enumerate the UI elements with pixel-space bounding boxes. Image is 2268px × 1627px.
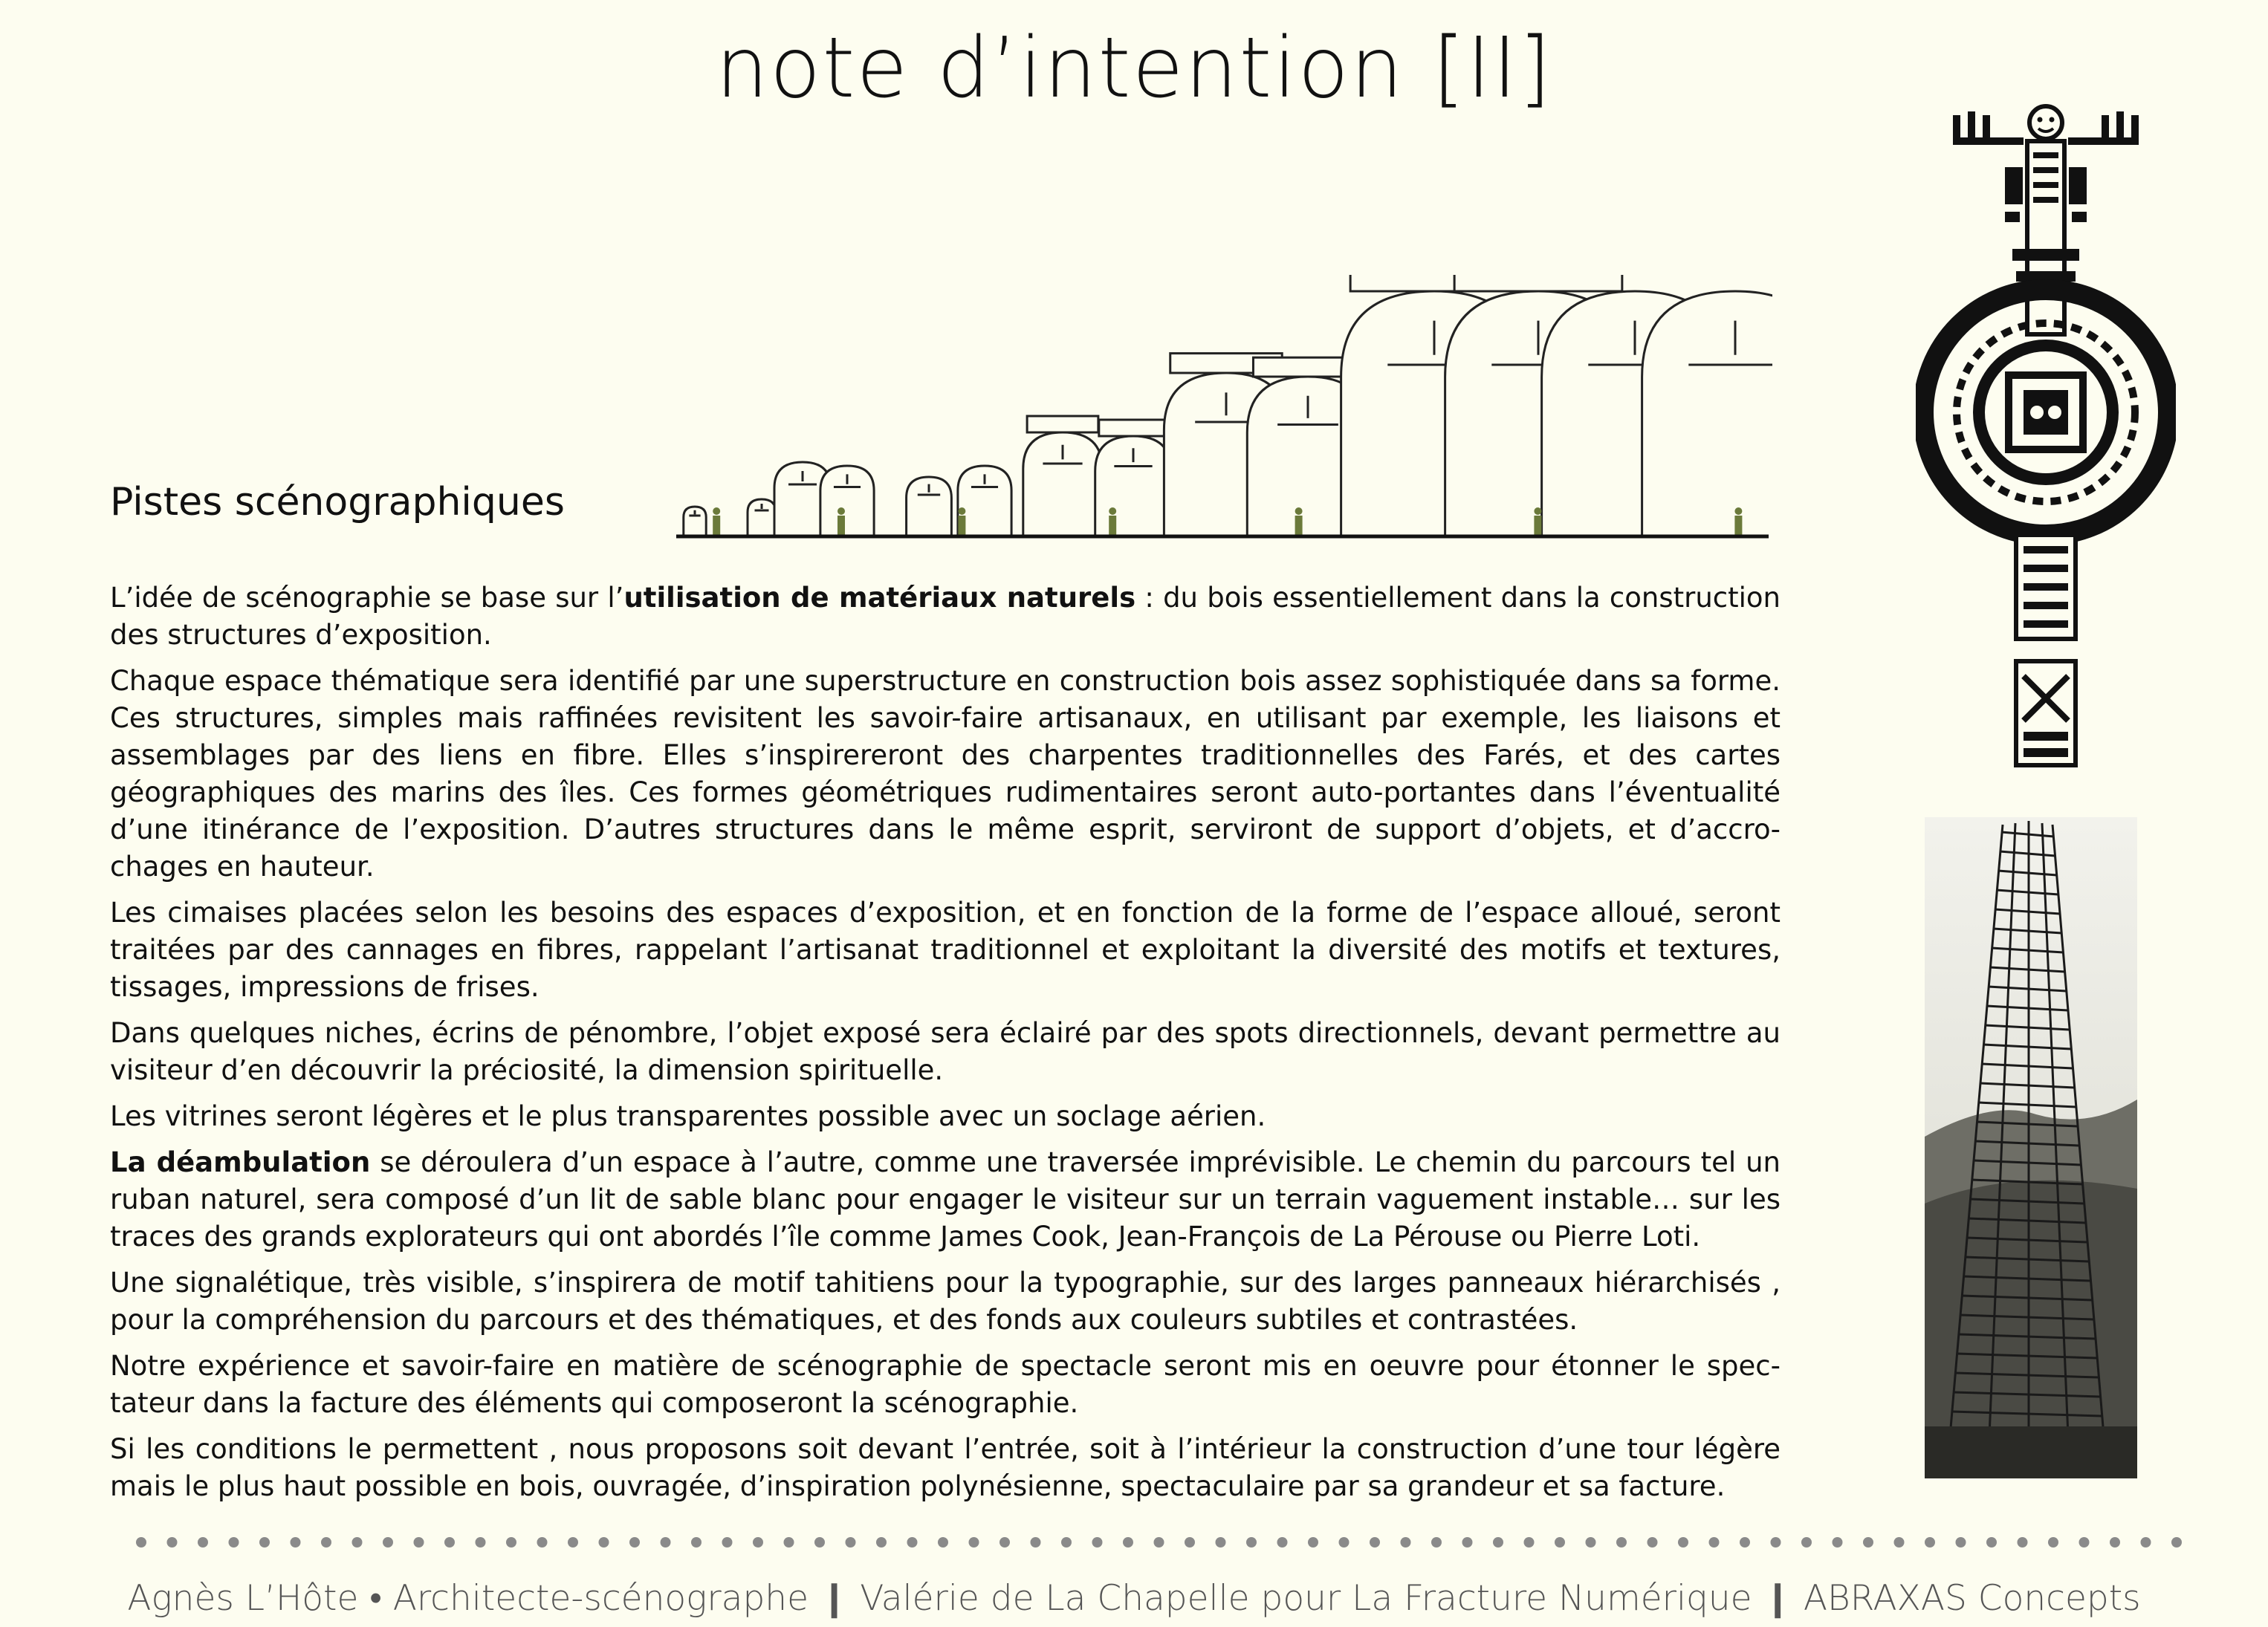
section-title: Pistes scénographiques bbox=[110, 480, 565, 525]
divider-dot bbox=[136, 1537, 146, 1548]
tower-scaffold-photo bbox=[1925, 817, 2137, 1478]
divider-dot bbox=[661, 1537, 671, 1548]
divider-dot bbox=[722, 1537, 733, 1548]
divider-dot bbox=[1925, 1537, 1935, 1548]
divider-dot bbox=[383, 1537, 393, 1548]
divider-dot bbox=[167, 1537, 178, 1548]
human-figure bbox=[958, 507, 965, 515]
moai-scale-illustration bbox=[673, 275, 1772, 542]
human-figure-body bbox=[1109, 516, 1116, 536]
divider-dot bbox=[1061, 1537, 1072, 1548]
divider-dot bbox=[1185, 1537, 1195, 1548]
human-figure bbox=[837, 507, 845, 515]
paragraph-7: Une signalétique, très visible, s’inspirera de motif tahitiens pour la typographie, sur des larges panneaux hiérarchisés , pour la compréhension du parcours et des thématiques, et des fonds aux couleurs subtiles et contrastées. bbox=[110, 1267, 1781, 1336]
divider-dot bbox=[1771, 1537, 1781, 1548]
human-figure-body bbox=[1295, 516, 1303, 536]
divider-dot bbox=[1154, 1537, 1164, 1548]
human-figure-body bbox=[837, 516, 845, 536]
human-figure bbox=[1109, 507, 1116, 515]
divider-dot bbox=[969, 1537, 979, 1548]
divider-dot bbox=[1647, 1537, 1658, 1548]
divider-dot bbox=[784, 1537, 794, 1548]
paragraph-1: L’idée de scénographie se base sur l’utilisation de matériaux naturels : du bois essentiellement dans la construction des structures d’exposition. bbox=[110, 582, 1781, 651]
divider-dot bbox=[537, 1537, 548, 1548]
human-figure-body bbox=[713, 516, 720, 536]
divider-dot bbox=[1246, 1537, 1257, 1548]
divider-dot bbox=[1863, 1537, 1873, 1548]
moai-statue bbox=[1642, 291, 1772, 536]
divider-dot bbox=[2171, 1537, 2182, 1548]
human-figure bbox=[1295, 507, 1303, 515]
divider-dot bbox=[599, 1537, 609, 1548]
divider-dot bbox=[1586, 1537, 1596, 1548]
divider-dot bbox=[2110, 1537, 2120, 1548]
paragraph-4: Dans quelques niches, écrins de pénombre, l’objet exposé sera éclairé par des spots directionnels, devant permettre au visiteur d’en découvrir la préciosité, la dimension spirituelle. bbox=[110, 1017, 1781, 1086]
divider-dot bbox=[753, 1537, 763, 1548]
divider-dot bbox=[2079, 1537, 2090, 1548]
divider-dot bbox=[1370, 1537, 1380, 1548]
human-figure-body bbox=[1534, 516, 1541, 536]
divider-dot bbox=[1740, 1537, 1750, 1548]
divider-dot bbox=[414, 1537, 424, 1548]
divider-dot bbox=[2048, 1537, 2058, 1548]
divider-dot bbox=[938, 1537, 948, 1548]
body-text bbox=[110, 579, 1781, 1514]
paragraph-3: Les cimaises placées selon les besoins des espaces d’exposition, et en fonction de la forme de l’espace alloué, seront traitées par des cannages en fibres, rappelant l’artisanat traditionnel et exploitant la diversité des motifs et textures, tissages, impressions de frises. bbox=[110, 897, 1781, 1003]
divider-dot bbox=[691, 1537, 702, 1548]
divider-dot bbox=[1216, 1537, 1226, 1548]
divider-dot bbox=[321, 1537, 331, 1548]
divider-dot bbox=[1709, 1537, 1720, 1548]
footer-credits: Agnès L’Hôte • Architecte-scénographe ❙ Valérie de La Chapelle pour La Fracture Numérique ❙ ABRAXAS Concepts bbox=[127, 1578, 2141, 1619]
paragraph-8: Notre expérience et savoir-faire en matière de scénographie de spectacle seront mis en oeuvre pour étonner le spectateur dans la facture des éléments qui composeront la scénographie. bbox=[110, 1350, 1781, 1419]
divider-dot bbox=[814, 1537, 825, 1548]
divider-dot bbox=[444, 1537, 455, 1548]
divider-dot bbox=[1616, 1537, 1627, 1548]
divider-dot bbox=[1092, 1537, 1103, 1548]
paragraph-6: La déambulation se déroulera d’un espace à l’autre, comme une traversée imprévisible. Le chemin du parcours tel un ruban naturel, sera composé d’un lit de sable blanc pour engager le visiteur sur un terrain vaguement instable… sur les traces des grands explorateurs qui ont abordés l’île comme James Cook, Jean-François de La Pérouse ou Pierre Loti. bbox=[110, 1146, 1781, 1253]
divider-dot bbox=[1894, 1537, 1905, 1548]
divider-dot bbox=[1493, 1537, 1503, 1548]
divider-dot bbox=[1431, 1537, 1442, 1548]
divider-dot bbox=[1524, 1537, 1535, 1548]
divider-dot bbox=[1678, 1537, 1688, 1548]
human-figure-body bbox=[958, 516, 965, 536]
divider-dot bbox=[1956, 1537, 1966, 1548]
moai-pukao bbox=[1454, 275, 1622, 291]
human-figure bbox=[1734, 507, 1742, 515]
human-figure-body bbox=[1734, 516, 1742, 536]
paragraph-9: Si les conditions le permettent , nous proposons soit devant l’entrée, soit à l’intérieur la construction d’une tour légère mais le plus haut possible en bois, ouvragée, d’inspiration polynésienne, spectaculaire par sa grandeur et sa facture. bbox=[110, 1433, 1781, 1502]
divider-dot bbox=[876, 1537, 887, 1548]
divider-dot bbox=[1401, 1537, 1411, 1548]
human-figure bbox=[1534, 507, 1541, 515]
dotted-divider bbox=[134, 1532, 2185, 1553]
divider-dot bbox=[1123, 1537, 1133, 1548]
divider-dot bbox=[629, 1537, 640, 1548]
divider-dot bbox=[999, 1537, 1010, 1548]
divider-dot bbox=[846, 1537, 856, 1548]
paragraph-2: Chaque espace thématique sera identifié par une superstructure en construction bois assez sophistiquée dans sa forme. Ces structures, simples mais raffinées revisitent les savoir-faire artisanaux, en utilisant par exemple, les liaisons et assemblages par des liens en fibre. Elles s’inspirereront des charpentes traditionnelles des Farés, et des cartes géographiques des marins des îles. Ces formes géométriques rudimentaires seront auto-portantes dans l’éventualité d’une itinérance de l’exposition. D’autres structures dans le même esprit, serviront de support d’objets, et d’accrochages en hauteur. bbox=[110, 665, 1781, 883]
divider-dot bbox=[506, 1537, 516, 1548]
divider-dot bbox=[1462, 1537, 1473, 1548]
divider-dot bbox=[1555, 1537, 1565, 1548]
divider-dot bbox=[568, 1537, 578, 1548]
moai-pukao bbox=[1027, 416, 1098, 432]
divider-dot bbox=[2018, 1537, 2028, 1548]
polynesian-motif-image bbox=[1916, 100, 2176, 769]
moai-pukao bbox=[1099, 420, 1167, 436]
divider-dot bbox=[1031, 1537, 1041, 1548]
divider-dot bbox=[2141, 1537, 2151, 1548]
paragraph-5: Les vitrines seront légères et le plus transparentes possible avec un soclage aérien. bbox=[110, 1100, 1266, 1132]
divider-dot bbox=[259, 1537, 270, 1548]
divider-dot bbox=[291, 1537, 301, 1548]
divider-dot bbox=[1277, 1537, 1288, 1548]
divider-dot bbox=[1833, 1537, 1843, 1548]
divider-dot bbox=[1339, 1537, 1350, 1548]
divider-dot bbox=[1801, 1537, 1812, 1548]
divider-dot bbox=[907, 1537, 918, 1548]
divider-dot bbox=[198, 1537, 208, 1548]
divider-dot bbox=[476, 1537, 486, 1548]
human-figure bbox=[713, 507, 720, 515]
page-title: note d’intention [II] bbox=[715, 20, 1553, 117]
divider-dot bbox=[229, 1537, 239, 1548]
divider-dot bbox=[1986, 1537, 1997, 1548]
divider-dot bbox=[352, 1537, 363, 1548]
divider-dot bbox=[1308, 1537, 1318, 1548]
